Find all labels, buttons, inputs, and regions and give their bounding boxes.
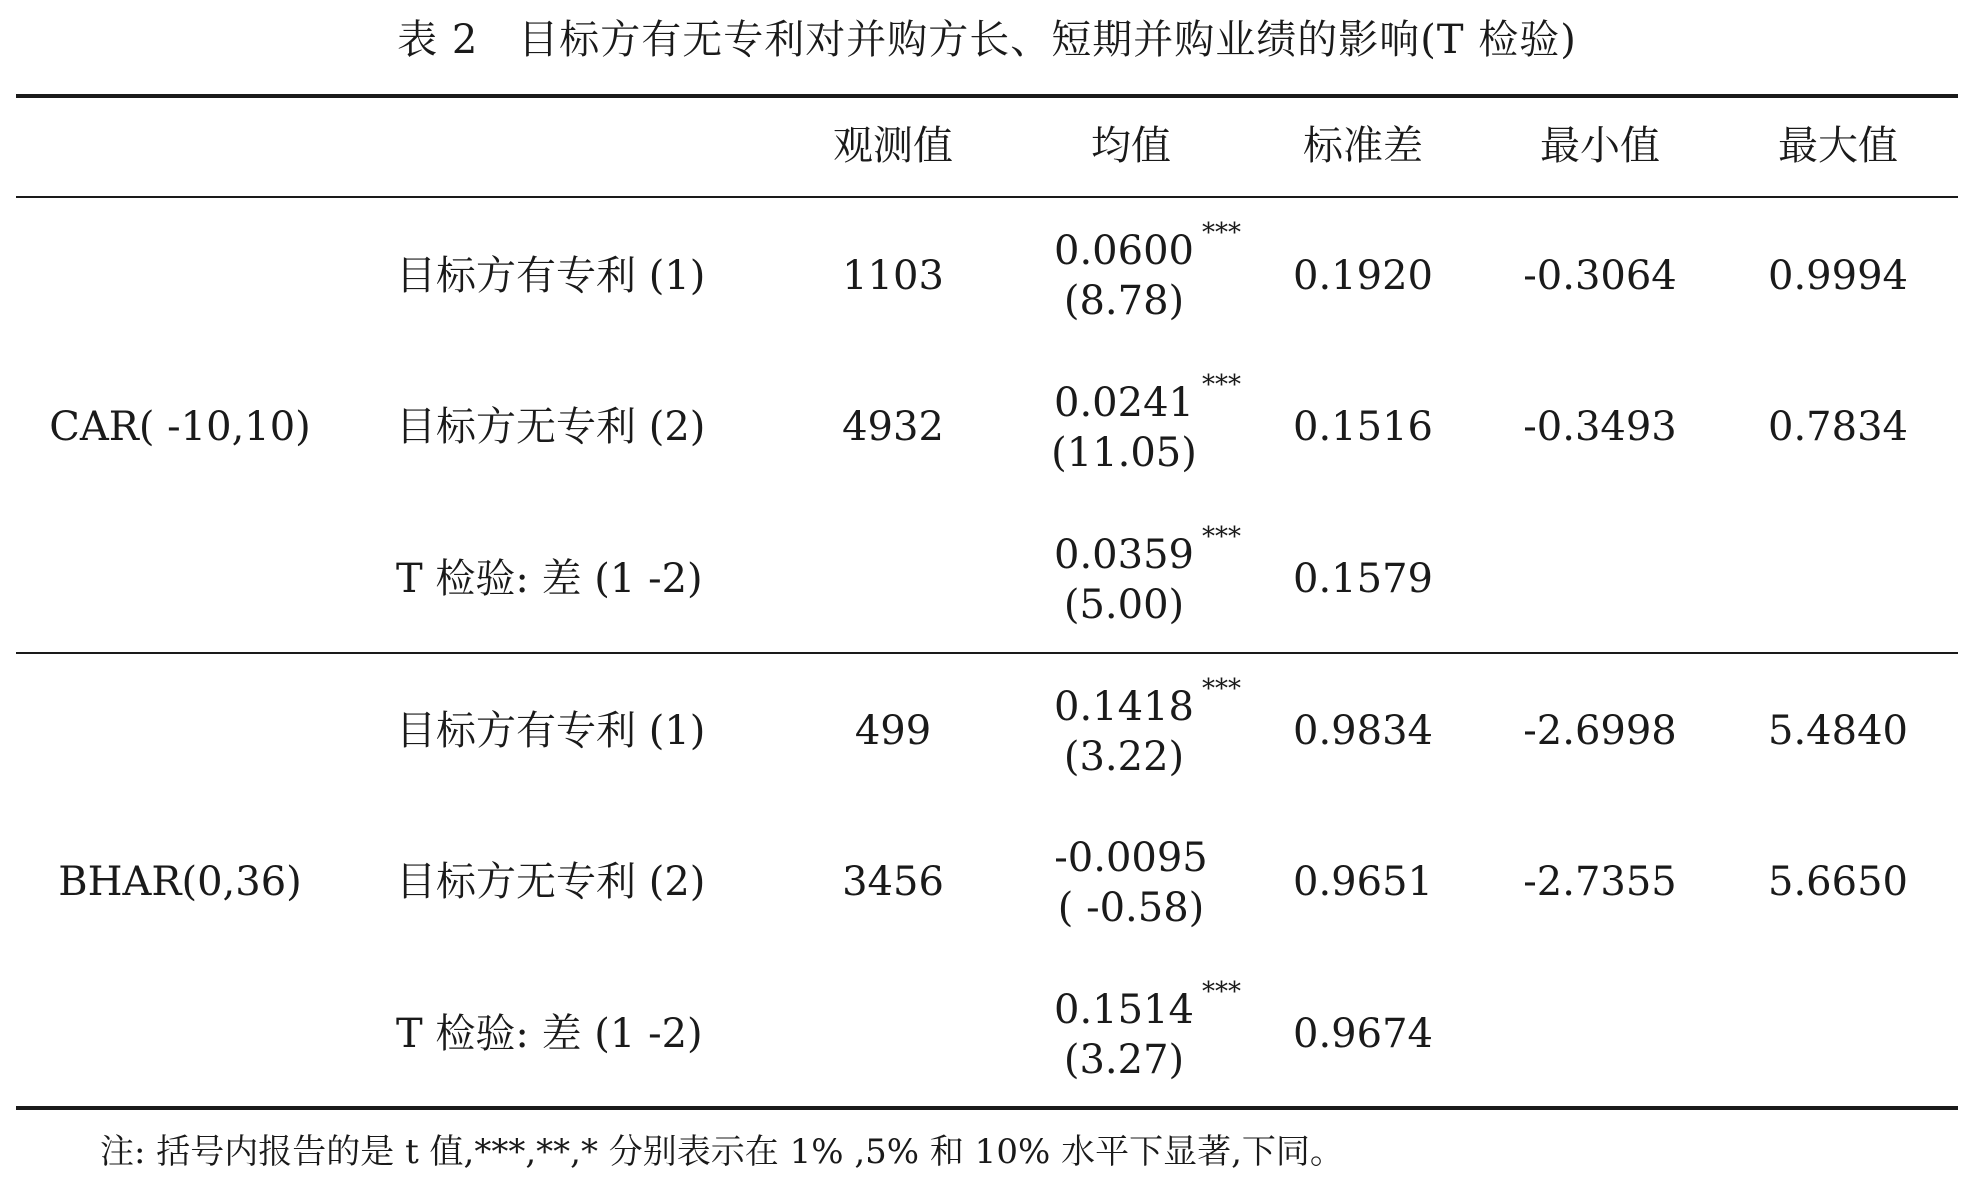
t-statistic: (8.78) (1063, 278, 1185, 324)
max-value: 0.9994 (1768, 253, 1908, 299)
column-header-min: 最小值 (1540, 123, 1660, 169)
t-statistic: (3.27) (1063, 1037, 1185, 1083)
min-value: -2.6998 (1523, 708, 1677, 754)
group-label-bhar: BHAR(0,36) (58, 859, 302, 905)
mean-value: 0.0359 (1054, 532, 1194, 578)
significance-stars: *** (1201, 370, 1241, 400)
mean-cell (1054, 674, 1241, 782)
row-name: 目标方无专利 (2) (396, 859, 706, 905)
sd-value: 0.9834 (1293, 708, 1433, 754)
top-rule (16, 94, 1958, 98)
header-rule (16, 196, 1958, 198)
t-statistic: (11.05) (1051, 430, 1197, 476)
table-note: 注: 括号内报告的是 t 值,***,**,* 分别表示在 1% ,5% 和 10% 水平下显著,下同。 (100, 1132, 1344, 1172)
mean-value: 0.1418 (1054, 684, 1194, 730)
min-value: -0.3064 (1523, 253, 1677, 299)
mean-cell (1054, 833, 1207, 933)
mean-value: -0.0095 (1054, 835, 1208, 881)
sd-value: 0.1579 (1293, 556, 1433, 602)
column-header-sd: 标准差 (1303, 123, 1423, 169)
obs-value: 3456 (842, 859, 944, 905)
group-label-car: CAR( -10,10) (49, 404, 311, 450)
mean-cell (1054, 977, 1241, 1085)
sd-value: 0.1516 (1293, 404, 1433, 450)
row-name: T 检验: 差 (1 -2) (396, 556, 703, 602)
table-title-text: 目标方有无专利对并购方长、短期并购业绩的影响(T 检验) (518, 17, 1577, 63)
mean-value: 0.0600 (1054, 228, 1194, 274)
obs-value: 4932 (842, 404, 944, 450)
table-title (0, 10, 1974, 70)
row-name: 目标方无专利 (2) (396, 404, 706, 450)
row-name: 目标方有专利 (1) (396, 253, 706, 299)
mean-cell (1054, 522, 1241, 630)
mean-value: 0.1514 (1054, 987, 1194, 1033)
sd-value: 0.9651 (1293, 859, 1433, 905)
significance-stars: *** (1201, 522, 1241, 552)
column-header-max: 最大值 (1778, 123, 1898, 169)
column-header-mean: 均值 (1091, 123, 1171, 169)
max-value: 0.7834 (1768, 404, 1908, 450)
obs-value: 1103 (842, 253, 944, 299)
sd-value: 0.1920 (1293, 253, 1433, 299)
min-value: -2.7355 (1523, 859, 1677, 905)
significance-stars: *** (1201, 218, 1241, 248)
t-statistic: ( -0.58) (1057, 885, 1205, 931)
max-value: 5.4840 (1768, 708, 1908, 754)
row-name: 目标方有专利 (1) (396, 708, 706, 754)
row-name: T 检验: 差 (1 -2) (396, 1011, 703, 1057)
significance-stars: *** (1201, 674, 1241, 704)
significance-stars: *** (1201, 977, 1241, 1007)
sd-value: 0.9674 (1293, 1011, 1433, 1057)
max-value: 5.6650 (1768, 859, 1908, 905)
table-number: 表 2 (397, 17, 479, 63)
group-divider (16, 652, 1958, 654)
min-value: -0.3493 (1523, 404, 1677, 450)
bottom-rule (16, 1106, 1958, 1110)
mean-cell (1051, 370, 1241, 478)
column-header-obs: 观测值 (833, 123, 953, 169)
obs-value: 499 (854, 708, 932, 754)
t-statistic: (3.22) (1063, 734, 1185, 780)
mean-cell (1054, 218, 1241, 326)
mean-value: 0.0241 (1054, 380, 1194, 426)
t-statistic: (5.00) (1063, 582, 1185, 628)
